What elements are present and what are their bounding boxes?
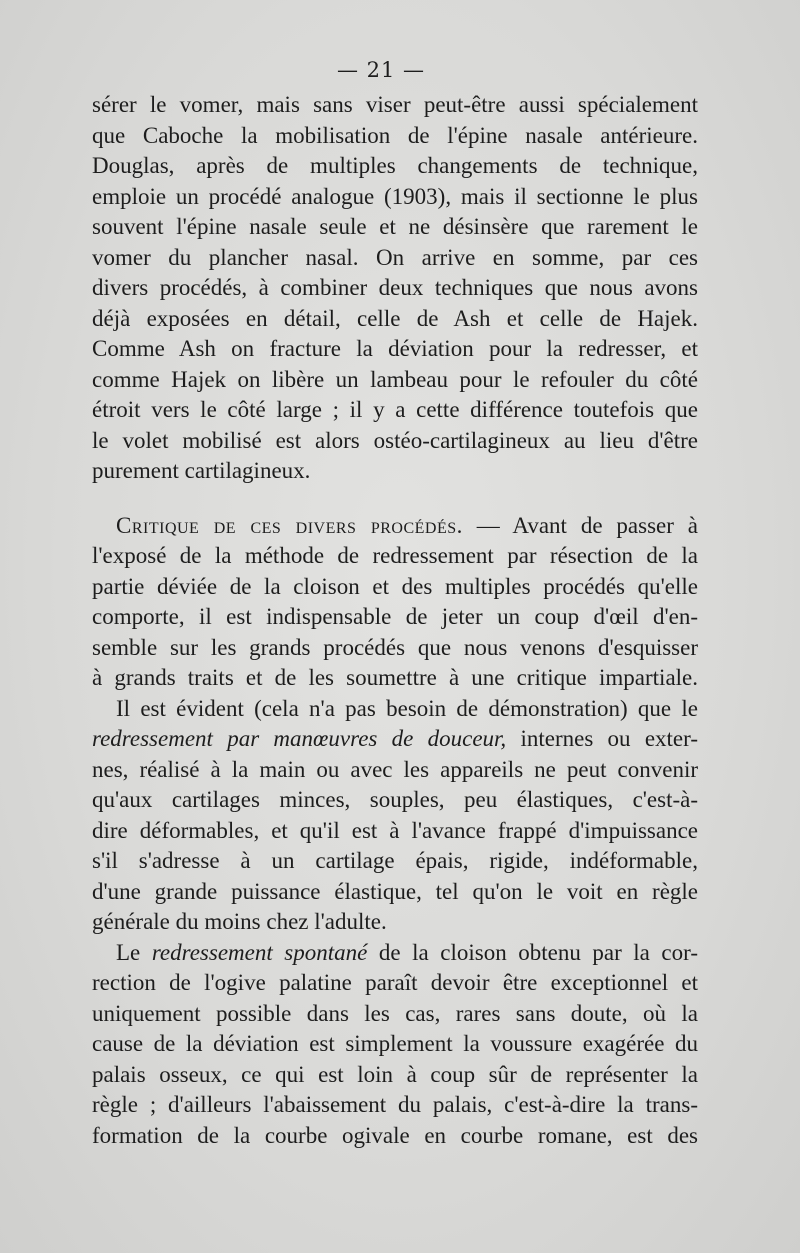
text-line: d'une grande puissance élastique, tel qu'on le voit en règle — [92, 878, 698, 904]
text-line: qu'aux cartilages minces, souples, peu élastiques, c'est-à- — [92, 787, 698, 812]
text-line: à grands traits et de les soumettre à une critique impartiale. — [92, 665, 698, 690]
paragraph-1 — [92, 90, 698, 487]
text-line: s'il s'adresse à un cartilage épais, rigide, indéformable, — [92, 848, 698, 873]
text-line: dire déformables, et qu'il est à l'avance frappé d'impuissance — [92, 817, 698, 843]
text-line: formation de la courbe ogivale en courbe romane, est des — [92, 1122, 698, 1148]
text-line: règle ; d'ailleurs l'abaissement du palais, c'est-à-dire la trans- — [92, 1092, 698, 1117]
text-run: — Avant de passer à — [462, 512, 698, 538]
text-line: Douglas, après de multiples changements de technique, — [92, 153, 698, 178]
section-heading: Critique de ces divers procédés. — [116, 512, 463, 538]
text-line: divers procédés, à combiner deux techniques que nous avons — [92, 275, 698, 300]
text-line: l'exposé de la méthode de redressement par résection de la — [92, 543, 698, 568]
text-line: comporte, il est indispensable de jeter un coup d'œil d'en- — [92, 604, 698, 629]
text-line: purement cartilagineux. — [92, 458, 311, 483]
text-line: souvent l'épine nasale seule et ne désinsère que rarement le — [92, 214, 698, 239]
text-line: palais osseux, ce qui est loin à coup sûr de représenter la — [92, 1061, 698, 1087]
text-line — [92, 938, 698, 969]
text-line: uniquement possible dans les cas, rares sans doute, où la — [92, 1000, 698, 1026]
text-line — [92, 724, 698, 755]
body-text — [92, 90, 698, 1151]
text-line: étroit vers le côté large ; il y a cette différence toutefois que — [92, 397, 698, 422]
text-line: emploie un procédé analogue (1903), mais il sectionne le plus — [92, 183, 698, 209]
text-line: vomer du plancher nasal. On arrive en somme, par ces — [92, 244, 698, 270]
italic-run: redressement par manœuvres de douceur, — [92, 726, 507, 751]
text-line: nes, réalisé à la main ou avec les appareils ne peut convenir — [92, 756, 698, 782]
paragraph-4 — [92, 938, 698, 1152]
text-line: comme Hajek on libère un lambeau pour le refouler du côté — [92, 366, 698, 392]
text-line: rection de l'ogive palatine paraît devoir être exceptionnel et — [92, 970, 698, 995]
text-line: sérer le vomer, mais sans viser peut-être aussi spécialement — [92, 92, 698, 117]
paragraph-2 — [92, 511, 698, 694]
text-run: Le — [116, 939, 152, 965]
text-line: générale du moins chez l'adulte. — [92, 909, 387, 934]
section-heading-line — [92, 511, 698, 542]
text-line: déjà exposées en détail, celle de Ash et celle de Hajek. — [92, 305, 698, 331]
text-line: Comme Ash on fracture la déviation pour la redresser, et — [92, 336, 698, 361]
text-line: que Caboche la mobilisation de l'épine nasale antérieure. — [92, 122, 698, 148]
text-run: internes ou exter- — [506, 726, 698, 751]
text-run: de la cloison obtenu par la cor- — [367, 939, 699, 965]
text-line: semble sur les grands procédés que nous venons d'esquisser — [92, 634, 698, 660]
text-line: cause de la déviation est simplement la voussure exagérée du — [92, 1031, 698, 1056]
text-line: partie déviée de la cloison et des multiples procédés qu'elle — [92, 573, 698, 599]
page-number: — 21 — — [336, 58, 426, 82]
italic-run: redressement spontané — [151, 939, 368, 965]
text-line: Il est évident (cela n'a pas besoin de démonstration) que le — [116, 695, 698, 721]
paragraph-3 — [92, 694, 698, 938]
text-line: le volet mobilisé est alors ostéo-cartilagineux au lieu d'être — [92, 427, 698, 453]
